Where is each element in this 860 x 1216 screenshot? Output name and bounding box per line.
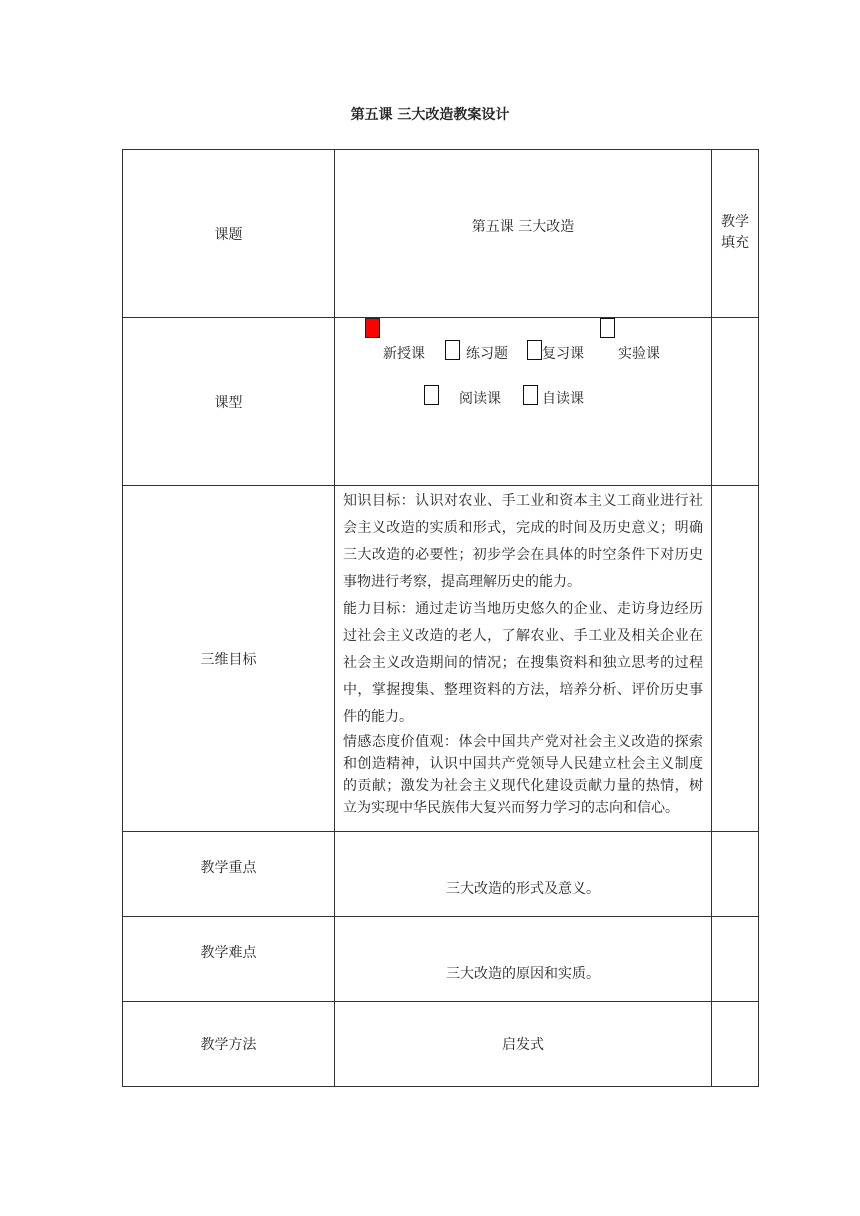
- ability-objective: 能力目标：通过走访当地历史悠久的企业、走访身边经历过社会主义改造的老人，了解农业、手工业及相关企业在社会主义改造期间的情况；在搜集资料和独立思考的过程中，掌握搜集、整理资料的方法，培养分析、评价历史事件的能力。: [343, 601, 703, 725]
- topic-content: 第五课 三大改造: [471, 219, 575, 235]
- checkbox-exercise[interactable]: [445, 340, 460, 360]
- checkbox-reading[interactable]: [424, 385, 439, 405]
- checkbox-new-lesson[interactable]: [365, 318, 380, 338]
- checkbox-self-reading[interactable]: [523, 385, 538, 405]
- difficulties-note-cell: [712, 917, 759, 1002]
- difficulties-label-cell: [123, 917, 335, 1002]
- key-points-label: 教学重点: [200, 860, 257, 876]
- checkbox-experiment[interactable]: [600, 318, 615, 338]
- lesson-type-options: [335, 318, 712, 486]
- topic-content-cell: [335, 150, 712, 318]
- option-label-experiment: 实验课: [618, 346, 660, 362]
- objectives-label: 三维目标: [123, 486, 335, 832]
- checkbox-review[interactable]: [527, 340, 542, 360]
- lesson-type-note-cell: [712, 318, 759, 486]
- option-label-new-lesson: 新授课: [383, 346, 425, 362]
- option-label-self-reading: 自读课: [542, 391, 584, 407]
- table-row-method: [123, 1002, 759, 1087]
- difficulties-content: 三大改造的原因和实质。: [446, 966, 600, 982]
- knowledge-objective: 知识目标：认识对农业、手工业和资本主义工商业进行社会主义改造的实质和形式，完成的时间及历史意义；明确三大改造的必要性；初步学会在具体的时空条件下对历史事物进行考察，提高理解历史的能力。: [343, 493, 703, 590]
- difficulties-cell: [335, 917, 712, 1002]
- table-row-topic: [123, 150, 759, 318]
- teaching-note-line-1: 教学: [721, 214, 749, 230]
- teaching-note-cell: [712, 150, 759, 318]
- key-points-note-cell: [712, 832, 759, 917]
- emotion-objective: 情感态度价值观：体会中国共产党对社会主义改造的探索和创造精神，认识中国共产党领导人民建立杜会主义制度的贡献；激发为社会主义现代化建设贡献力量的热情，树立为实现中华民族伟大复兴而努力学习的志向和信心。: [343, 734, 703, 816]
- lesson-type-label: 课型: [123, 318, 335, 486]
- table-row-objectives: [123, 486, 759, 832]
- option-label-review: 复习课: [542, 346, 584, 362]
- document-title: 第五课 三大改造教案设计: [350, 107, 510, 123]
- objectives-content: [335, 486, 712, 832]
- method-label: 教学方法: [123, 1002, 335, 1087]
- table-row-lesson-type: [123, 318, 759, 486]
- table-row-difficulties: [123, 917, 759, 1002]
- key-points-cell: [335, 832, 712, 917]
- topic-label: 课题: [123, 150, 335, 318]
- key-points-content: 三大改造的形式及意义。: [446, 881, 600, 897]
- method-note-cell: [712, 1002, 759, 1087]
- lesson-plan-table: [122, 149, 759, 1087]
- option-label-exercise: 练习题: [466, 346, 508, 362]
- key-points-label-cell: [123, 832, 335, 917]
- teaching-note-line-2: 填充: [721, 235, 749, 251]
- option-label-reading: 阅读课: [459, 391, 501, 407]
- objectives-note-cell: [712, 486, 759, 832]
- method-content: 启发式: [335, 1002, 712, 1087]
- difficulties-label: 教学难点: [200, 945, 257, 961]
- table-row-key-points: [123, 832, 759, 917]
